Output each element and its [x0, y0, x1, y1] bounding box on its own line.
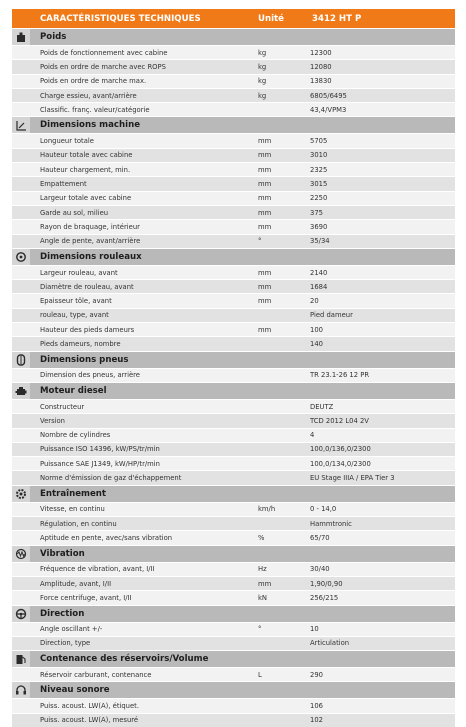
- section-title: Moteur diesel: [40, 385, 107, 396]
- section-title: Dimensions rouleaux: [40, 251, 142, 262]
- table-row: [12, 502, 455, 516]
- spec-unit: mm: [258, 180, 272, 189]
- spec-value: 102: [310, 716, 323, 725]
- section-title: Dimensions machine: [40, 120, 141, 131]
- table-row: [12, 428, 455, 442]
- table-row: [12, 399, 455, 413]
- section-title: Vibration: [40, 548, 85, 559]
- spec-value: 13830: [310, 77, 332, 86]
- section-rows: [12, 399, 455, 485]
- table-row: [12, 293, 455, 307]
- table-row: [12, 74, 455, 88]
- spec-label: Empattement: [40, 180, 87, 189]
- section-title: Niveau sonore: [40, 685, 110, 696]
- spec-value: EU Stage IIIA / EPA Tier 3: [310, 474, 395, 483]
- section-rows: [12, 45, 455, 116]
- table-row: [12, 279, 455, 293]
- section-header: [12, 606, 455, 622]
- spec-value: 12080: [310, 62, 332, 71]
- table-row: [12, 88, 455, 102]
- section-rows: [12, 698, 455, 727]
- spec-value: Hammtronic: [310, 519, 352, 528]
- spec-unit: mm: [258, 208, 272, 217]
- table-row: [12, 530, 455, 544]
- roller-icon: [12, 249, 30, 265]
- spec-value: 2250: [310, 194, 328, 203]
- spec-value: 4: [310, 431, 315, 440]
- table-row: [12, 336, 455, 350]
- section-header: [12, 352, 455, 368]
- section-header: [12, 29, 455, 45]
- spec-value: 100,0/134,0/2300: [310, 459, 371, 468]
- table-row: [12, 234, 455, 248]
- spec-unit: kg: [258, 62, 267, 71]
- spec-label: Hauteur totale avec cabine: [40, 151, 133, 160]
- spec-label: Diamètre de rouleau, avant: [40, 282, 134, 291]
- section-title: Dimensions pneus: [40, 354, 129, 365]
- spec-label: Rayon de braquage, intérieur: [40, 222, 140, 231]
- section-title: Contenance des réservoirs/Volume: [40, 654, 209, 665]
- spec-unit: kg: [258, 91, 267, 100]
- spec-label: Pieds dameurs, nombre: [40, 339, 121, 348]
- table-row: [12, 470, 455, 484]
- spec-label: Nombre de cylindres: [40, 431, 111, 440]
- spec-value: 10: [310, 625, 319, 634]
- spec-unit: mm: [258, 165, 272, 174]
- table-row: [12, 45, 455, 59]
- section-rows: [12, 667, 455, 681]
- spec-value: DEUTZ: [310, 402, 334, 411]
- spec-label: Force centrifuge, avant, I/II: [40, 593, 132, 602]
- steering-icon: [12, 606, 30, 622]
- table-row: [12, 205, 455, 219]
- table-row: [12, 368, 455, 382]
- spec-label: Epaisseur tôle, avant: [40, 297, 112, 306]
- spec-value: Articulation: [310, 639, 350, 648]
- spec-unit: mm: [258, 325, 272, 334]
- dimensions-icon: [12, 117, 30, 133]
- spec-label: Régulation, en continu: [40, 519, 117, 528]
- spec-value: 43,4/VPM3: [310, 105, 347, 114]
- weight-icon: [12, 29, 30, 45]
- spec-unit: mm: [258, 268, 272, 277]
- section-header: [12, 383, 455, 399]
- spec-value: 1,90/0,90: [310, 579, 343, 588]
- spec-value: 3015: [310, 180, 328, 189]
- spec-unit: kg: [258, 48, 267, 57]
- spec-label: Réservoir carburant, contenance: [40, 670, 152, 679]
- section-title: Poids: [40, 32, 67, 42]
- spec-value: 35/34: [310, 237, 330, 246]
- spec-label: Norme d'émission de gaz d'échappement: [40, 474, 182, 483]
- spec-unit: °: [258, 625, 262, 634]
- spec-label: Longueur totale: [40, 137, 94, 146]
- table-row: [12, 59, 455, 73]
- spec-label: Poids en ordre de marche avec ROPS: [40, 62, 166, 71]
- spec-unit: mm: [258, 194, 272, 203]
- spec-unit: L: [258, 670, 262, 679]
- table-row: [12, 667, 455, 681]
- table-row: [12, 622, 455, 636]
- spec-value: 100: [310, 325, 323, 334]
- vibration-icon: [12, 546, 30, 562]
- spec-label: Amplitude, avant, I/II: [40, 579, 112, 588]
- table-row: [12, 191, 455, 205]
- table-row: [12, 590, 455, 604]
- table-row: [12, 102, 455, 116]
- spec-value: 100,0/136,0/2300: [310, 445, 371, 454]
- section-header: [12, 486, 455, 502]
- table-row: [12, 636, 455, 650]
- spec-value: 2140: [310, 268, 328, 277]
- spec-value: TR 23.1-26 12 PR: [310, 371, 370, 380]
- section-header: [12, 249, 455, 265]
- spec-label: Constructeur: [40, 402, 85, 411]
- spec-value: 3690: [310, 222, 328, 231]
- spec-label: Garde au sol, milieu: [40, 208, 109, 217]
- spec-label: rouleau, type, avant: [40, 311, 109, 320]
- spec-value: 106: [310, 702, 323, 711]
- spec-label: Poids de fonctionnement avec cabine: [40, 48, 168, 57]
- header-model: 3412 HT P: [312, 13, 362, 24]
- spec-label: Puissance ISO 14396, kW/PS/tr/min: [40, 445, 160, 454]
- fuel-icon: [12, 651, 30, 667]
- spec-unit: mm: [258, 222, 272, 231]
- spec-label: Poids en ordre de marche max.: [40, 77, 147, 86]
- section-header: [12, 651, 455, 667]
- table-row: [12, 516, 455, 530]
- spec-label: Angle oscillant +/-: [40, 625, 103, 634]
- spec-value: 375: [310, 208, 323, 217]
- section-header: [12, 546, 455, 562]
- spec-unit: Hz: [258, 565, 267, 574]
- spec-unit: kN: [258, 593, 268, 602]
- spec-label: Puiss. acoust. LW(A), mesuré: [40, 716, 139, 725]
- spec-label: Direction, type: [40, 639, 91, 648]
- section-header: [12, 117, 455, 133]
- section-title: Direction: [40, 608, 85, 619]
- spec-label: Fréquence de vibration, avant, I/II: [40, 565, 155, 574]
- spec-label: Angle de pente, avant/arrière: [40, 237, 141, 246]
- section-rows: [12, 502, 455, 545]
- table-row: [12, 576, 455, 590]
- spec-label: Dimension des pneus, arrière: [40, 371, 140, 380]
- table-row: [12, 176, 455, 190]
- spec-value: 12300: [310, 48, 332, 57]
- spec-value: 1684: [310, 282, 328, 291]
- tire-icon: [12, 352, 30, 368]
- spec-unit: mm: [258, 282, 272, 291]
- table-row: [12, 698, 455, 712]
- table-body: [12, 29, 455, 727]
- table-row: [12, 308, 455, 322]
- spec-value: 3010: [310, 151, 328, 160]
- spec-label: Hauteur des pieds dameurs: [40, 325, 135, 334]
- spec-value: 256/215: [310, 593, 339, 602]
- spec-value: 65/70: [310, 533, 330, 542]
- section-rows: [12, 133, 455, 247]
- spec-unit: °: [258, 237, 262, 246]
- spec-unit: mm: [258, 137, 272, 146]
- engine-icon: [12, 383, 30, 399]
- spec-label: Classific. franç. valeur/catégorie: [40, 105, 150, 114]
- section-title: Entraînement: [40, 488, 107, 499]
- table-row: [12, 148, 455, 162]
- spec-label: Aptitude en pente, avec/sans vibration: [40, 533, 173, 542]
- spec-value: 290: [310, 670, 323, 679]
- table-row: [12, 265, 455, 279]
- spec-value: 20: [310, 297, 319, 306]
- header-label: CARACTÉRISTIQUES TECHNIQUES: [40, 13, 201, 24]
- spec-label: Charge essieu, avant/arrière: [40, 91, 137, 100]
- spec-label: Hauteur chargement, min.: [40, 165, 131, 174]
- table-row: [12, 456, 455, 470]
- table-row: [12, 219, 455, 233]
- table-row: [12, 322, 455, 336]
- spec-label: Puiss. acoust. LW(A), étiquet.: [40, 702, 139, 711]
- spec-value: 2325: [310, 165, 328, 174]
- spec-unit: kg: [258, 77, 267, 86]
- spec-value: Pied dameur: [310, 311, 353, 320]
- spec-unit: %: [258, 533, 265, 542]
- table-header: [12, 9, 455, 28]
- spec-unit: km/h: [258, 505, 276, 514]
- spec-label: Largeur rouleau, avant: [40, 268, 118, 277]
- table-row: [12, 133, 455, 147]
- spec-unit: mm: [258, 297, 272, 306]
- spec-label: Largeur totale avec cabine: [40, 194, 132, 203]
- spec-value: 30/40: [310, 565, 330, 574]
- table-row: [12, 162, 455, 176]
- table-row: [12, 413, 455, 427]
- spec-label: Puissance SAE J1349, kW/HP/tr/min: [40, 459, 160, 468]
- table-row: [12, 562, 455, 576]
- spec-table: [12, 9, 455, 727]
- spec-label: Vitesse, en continu: [40, 505, 105, 514]
- section-rows: [12, 368, 455, 382]
- spec-value: 140: [310, 339, 323, 348]
- table-row: [12, 442, 455, 456]
- section-rows: [12, 562, 455, 605]
- section-rows: [12, 622, 455, 651]
- spec-value: 5705: [310, 137, 328, 146]
- spec-value: 6805/6495: [310, 91, 347, 100]
- spec-unit: mm: [258, 579, 272, 588]
- spec-value: TCD 2012 L04 2V: [310, 416, 369, 425]
- header-unit: Unité: [258, 13, 284, 24]
- table-row: [12, 713, 455, 727]
- section-rows: [12, 265, 455, 351]
- drive-icon: [12, 486, 30, 502]
- spec-value: 0 - 14,0: [310, 505, 337, 514]
- spec-label: Version: [40, 416, 65, 425]
- spec-unit: mm: [258, 151, 272, 160]
